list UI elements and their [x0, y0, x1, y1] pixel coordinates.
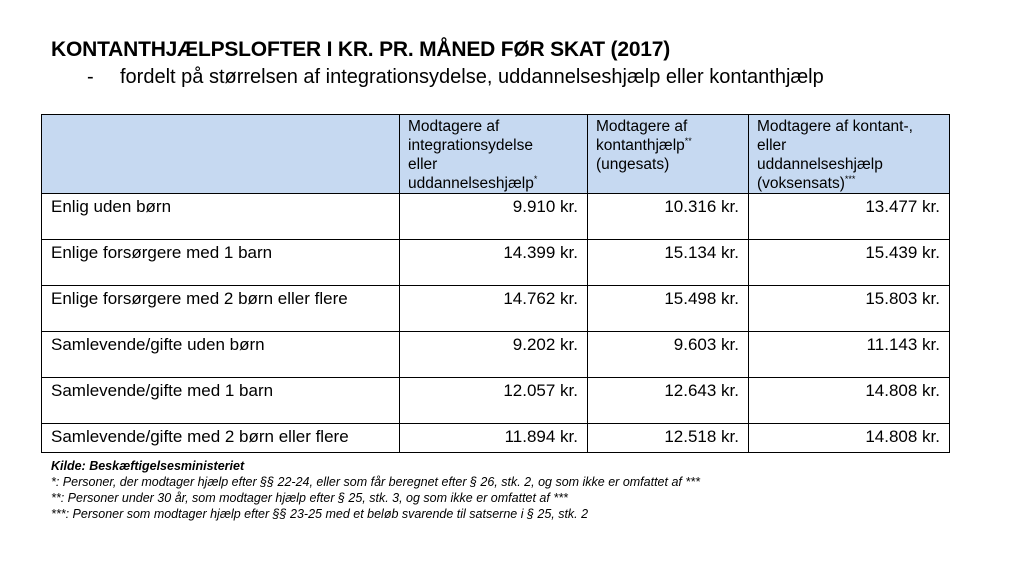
footnote-1: *: Personer, der modtager hjælp efter §§ 22-24, eller som får beregnet efter § 26, stk. 2, og som ikke er omfattet af *** — [51, 475, 700, 489]
footnotes — [51, 458, 700, 522]
value-cell: 15.803 kr. — [749, 286, 950, 332]
row-label: Enlige forsørgere med 2 børn eller flere — [42, 286, 400, 332]
table-row — [42, 332, 950, 378]
value-cell: 12.057 kr. — [400, 378, 588, 424]
table-row — [42, 424, 950, 453]
footnote-3: ***: Personer som modtager hjælp efter §§ 23-25 med et beløb svarende til satserne i § 25, stk. 2 — [51, 507, 589, 521]
footnote-2: **: Personer under 30 år, som modtager hjælp efter § 25, stk. 3, og som ikke er omfattet af *** — [51, 491, 568, 505]
value-cell: 12.518 kr. — [588, 424, 749, 453]
subtitle-text: fordelt på størrelsen af integrationsydelse, uddannelseshjælp eller kontanthjælp — [120, 66, 824, 88]
header-line: Modtagere af — [408, 118, 500, 135]
row-label: Enlig uden børn — [42, 194, 400, 240]
table-row — [42, 194, 950, 240]
value-cell: 10.316 kr. — [588, 194, 749, 240]
footnote-mark: *** — [844, 173, 856, 184]
footnote-mark: ** — [684, 135, 692, 146]
header-kontanthjaelp-ungesats — [588, 115, 749, 194]
header-integrationsydelse — [400, 115, 588, 194]
value-cell: 11.143 kr. — [749, 332, 950, 378]
table-row — [42, 240, 950, 286]
value-cell: 9.910 kr. — [400, 194, 588, 240]
header-line: eller — [408, 156, 438, 173]
row-label: Samlevende/gifte uden børn — [42, 332, 400, 378]
value-cell: 15.498 kr. — [588, 286, 749, 332]
subtitle-dash: - — [87, 66, 94, 88]
value-cell: 14.808 kr. — [749, 424, 950, 453]
benefit-cap-table — [41, 114, 950, 453]
footnote-mark: * — [533, 173, 538, 184]
source-note: Kilde: Beskæftigelsesministeriet — [51, 459, 245, 473]
row-label: Samlevende/gifte med 1 barn — [42, 378, 400, 424]
header-line: kontanthjælp — [596, 137, 685, 154]
value-cell: 15.134 kr. — [588, 240, 749, 286]
document-subtitle — [87, 66, 824, 89]
header-line: Modtagere af — [596, 118, 688, 135]
header-line: uddannelseshjælp — [408, 175, 534, 192]
header-line: (ungesats) — [596, 156, 670, 173]
header-line: integrationsydelse — [408, 137, 533, 154]
table-row — [42, 378, 950, 424]
row-label: Samlevende/gifte med 2 børn eller flere — [42, 424, 400, 453]
value-cell: 11.894 kr. — [400, 424, 588, 453]
header-line: (voksensats) — [757, 175, 845, 192]
value-cell: 14.399 kr. — [400, 240, 588, 286]
row-label: Enlige forsørgere med 1 barn — [42, 240, 400, 286]
value-cell: 14.808 kr. — [749, 378, 950, 424]
value-cell: 9.603 kr. — [588, 332, 749, 378]
header-voksensats — [749, 115, 950, 194]
header-empty-cell — [42, 115, 400, 194]
header-line: Modtagere af kontant-, — [757, 118, 913, 135]
header-line: uddannelseshjælp — [757, 156, 883, 173]
table-header-row — [42, 115, 950, 194]
value-cell: 13.477 kr. — [749, 194, 950, 240]
document-title: KONTANTHJÆLPSLOFTER I KR. PR. MÅNED FØR SKAT (2017) — [51, 38, 671, 61]
table-row — [42, 286, 950, 332]
value-cell: 14.762 kr. — [400, 286, 588, 332]
value-cell: 15.439 kr. — [749, 240, 950, 286]
value-cell: 9.202 kr. — [400, 332, 588, 378]
value-cell: 12.643 kr. — [588, 378, 749, 424]
header-line: eller — [757, 137, 787, 154]
